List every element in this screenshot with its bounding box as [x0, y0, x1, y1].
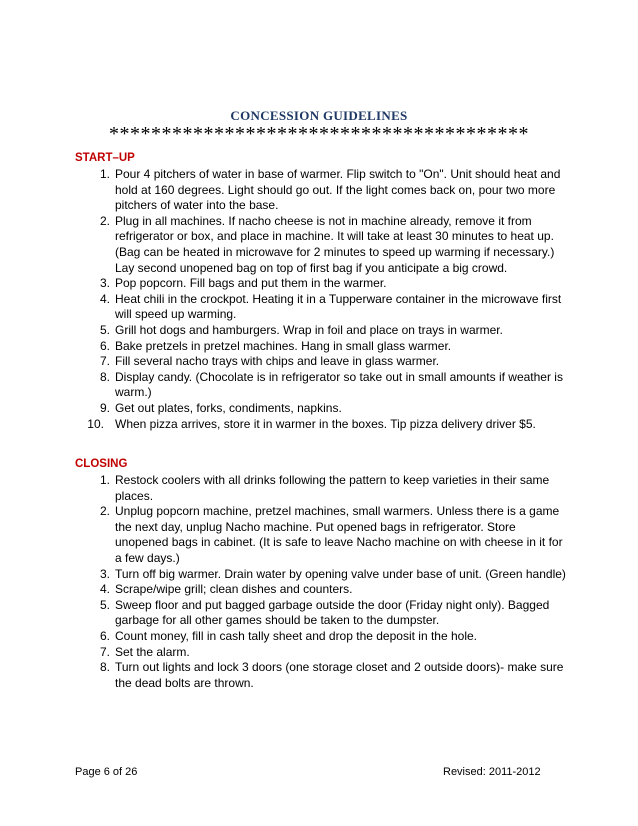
list-item	[88, 598, 568, 629]
list-item	[88, 323, 568, 339]
item-text: Pop popcorn. Fill bags and put them in the warmer.	[115, 276, 387, 291]
list-item	[88, 370, 568, 401]
item-number: 6 .	[88, 339, 110, 355]
list-item	[88, 660, 568, 691]
item-number: 8 .	[88, 370, 110, 386]
item-number: 7 .	[88, 354, 110, 370]
item-text: Get out plates, forks, condiments, napkins.	[115, 400, 342, 415]
list-item	[88, 214, 568, 276]
item-text: Sweep floor and put bagged garbage outside the door (Friday night only). Bagged garbage for all other games should be taken to the dumpster.	[115, 597, 550, 628]
page-title: CONCESSION GUIDELINES	[230, 108, 408, 123]
item-text: Unplug popcorn machine, pretzel machines, small warmers. Unless there is a game the next day, unplug Nacho machine. Put opened bags in refrigerator. Store unopened bags in cabinet. (It is safe to leave Nacho machine on with cheese in it for a few days.)	[115, 504, 563, 565]
item-number: 9 .	[88, 401, 110, 417]
item-number: 4 .	[88, 292, 110, 308]
item-number: 1 .	[88, 473, 110, 489]
item-number: 3 .	[88, 276, 110, 292]
revision-date: Revised: 2011-2012	[443, 766, 541, 778]
list-item	[88, 339, 568, 355]
list-item	[88, 473, 568, 504]
item-text: Display candy. (Chocolate is in refrigerator so take out in small amounts if weather is warm.)	[115, 369, 563, 400]
item-number: 4 .	[88, 582, 110, 598]
list-item	[88, 582, 568, 598]
item-number: 6 .	[88, 629, 110, 645]
list-item	[88, 417, 568, 433]
list-item	[88, 167, 568, 214]
item-text: Fill several nacho trays with chips and leave in glass warmer.	[115, 354, 440, 369]
list-item	[88, 276, 568, 292]
item-text: Bake pretzels in pretzel machines. Hang in small glass warmer.	[115, 338, 452, 353]
closing-steps-list	[88, 473, 568, 691]
item-text: Turn out lights and lock 3 doors (one storage closet and 2 outside doors)- make sure the dead bolts are thrown.	[115, 660, 564, 690]
item-number: 7 .	[88, 645, 110, 661]
item-number: 10 .	[82, 417, 104, 433]
list-item	[88, 504, 568, 566]
item-number: 3 .	[88, 567, 110, 583]
page-number: Page 6 of 26	[75, 766, 138, 778]
section-heading-closing: CLOSING	[75, 458, 128, 470]
list-item	[88, 354, 568, 370]
item-text: Turn off big warmer. Drain water by opening valve under base of unit. (Green handle)	[115, 566, 566, 581]
item-text: Count money, fill in cash tally sheet and drop the deposit in the hole.	[115, 628, 477, 643]
list-item	[88, 401, 568, 417]
item-text: Plug in all machines. If nacho cheese is not in machine already, remove it from refrigerator or box, and place in machine. It will take at least 30 minutes to heat up. (Bag can be heated in microwave for 2 minutes to speed up warming if necessary.) Lay second unopened bag on top of first bag if you anticipate a big crowd.	[115, 213, 555, 275]
list-item	[88, 567, 568, 583]
item-number: 1 .	[88, 167, 110, 183]
item-text: Set the alarm.	[115, 644, 190, 659]
item-number: 5 .	[88, 598, 110, 614]
item-text: When pizza arrives, store it in warmer in the boxes. Tip pizza delivery driver $5.	[115, 416, 536, 431]
item-text: Scrape/wipe grill; clean dishes and counters.	[115, 582, 353, 597]
startup-steps-list	[88, 167, 568, 432]
item-number: 8 .	[88, 660, 110, 676]
list-item	[88, 629, 568, 645]
section-heading-startup: START–UP	[75, 152, 135, 164]
item-text: Restock coolers with all drinks following the pattern to keep varieties in their same places.	[115, 473, 550, 503]
item-number: 2 .	[88, 504, 110, 520]
item-text: Heat chili in the crockpot. Heating it in a Tupperware container in the microwave first will speed up warming.	[115, 291, 562, 322]
item-number: 2 .	[88, 214, 110, 230]
asterisk-separator: ****************************************	[109, 124, 529, 144]
item-number: 5 .	[88, 323, 110, 339]
item-text: Pour 4 pitchers of water in base of warmer. Flip switch to "On". Unit should heat and hold at 160 degrees. Light should go out. If the light comes back on, pour two more pitchers of water into the base.	[115, 167, 561, 213]
list-item	[88, 645, 568, 661]
list-item	[88, 292, 568, 323]
item-text: Grill hot dogs and hamburgers. Wrap in foil and place on trays in warmer.	[115, 322, 503, 337]
